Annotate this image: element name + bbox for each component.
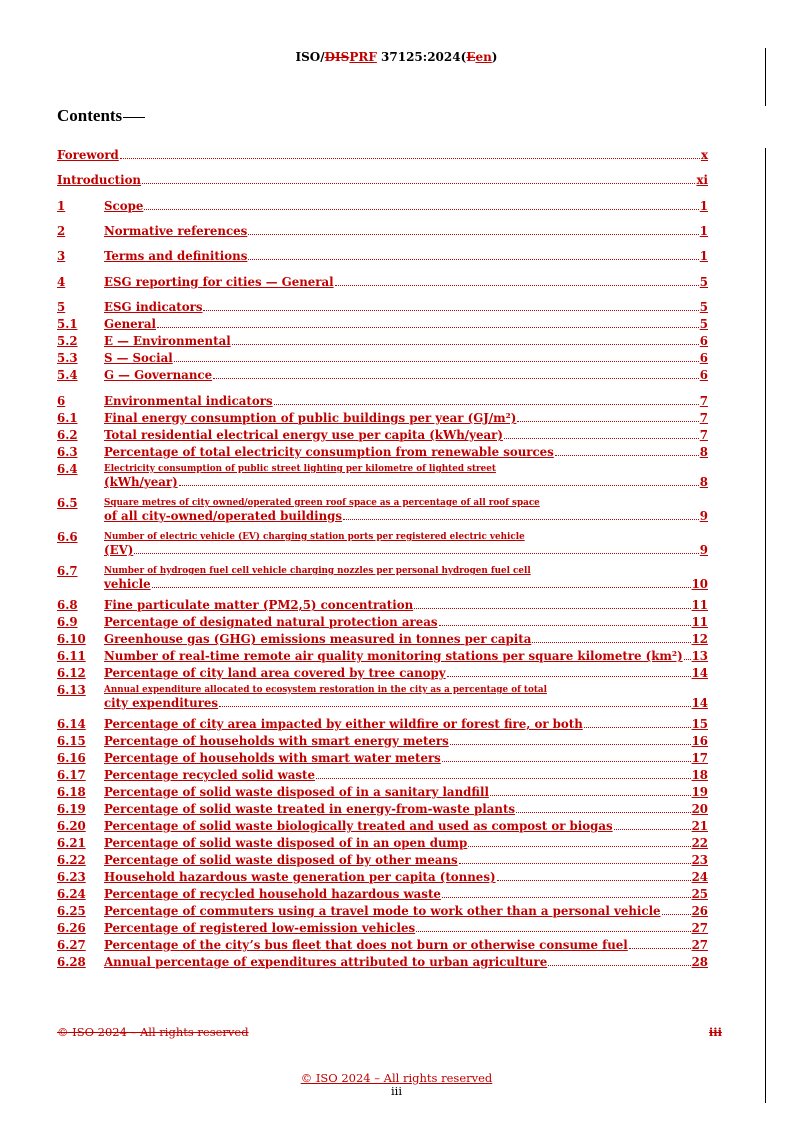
toc-entry[interactable] xyxy=(57,735,708,748)
toc-entry[interactable] xyxy=(57,463,708,489)
dot-leader xyxy=(248,259,698,260)
toc-entry[interactable] xyxy=(57,667,708,680)
toc-entry[interactable] xyxy=(57,599,708,612)
toc-entry-page: 11 xyxy=(691,598,708,612)
toc-entry-title: Percentage of registered low-emission vehicles xyxy=(104,921,416,935)
toc-entry-title-continued: (EV) xyxy=(104,543,134,557)
dot-leader xyxy=(416,931,690,932)
toc-entry-title: G — Governance xyxy=(104,368,213,382)
toc-entry-number: 6.16 xyxy=(57,751,86,765)
toc-entry-number: 6.13 xyxy=(57,683,86,697)
toc-entry-page: 14 xyxy=(691,696,708,710)
toc-entry[interactable] xyxy=(57,718,708,731)
toc-entry[interactable] xyxy=(57,318,708,331)
dot-leader xyxy=(584,727,691,728)
toc-entry-title: Percentage of total electricity consumption from renewable sources xyxy=(104,445,554,459)
toc-entry[interactable] xyxy=(57,854,708,867)
toc-entry-title: Percentage of city land area covered by tree canopy xyxy=(104,666,446,680)
toc-entry-number: 1 xyxy=(57,199,66,213)
dot-leader xyxy=(219,706,691,707)
toc-entry-title: Final energy consumption of public buildings per year (GJ/m²) xyxy=(104,411,517,425)
toc-entry-page: 28 xyxy=(691,955,708,969)
dot-leader xyxy=(447,676,691,677)
toc-entry-title: Number of real-time remote air quality monitoring stations per square kilometre (km²) xyxy=(104,649,683,663)
toc-entry-title: Electricity consumption of public street lighting per kilometre of lighted street xyxy=(104,464,496,474)
dot-leader xyxy=(414,608,690,609)
toc-entry-title: Square metres of city owned/operated green roof space as a percentage of all roof space xyxy=(104,498,540,508)
toc-entry-title-continued: of all city-owned/operated buildings xyxy=(104,509,343,523)
toc-entry-number: 6.5 xyxy=(57,496,78,510)
toc-entry-page: 27 xyxy=(691,921,708,935)
title-rule xyxy=(123,117,145,118)
dot-leader xyxy=(232,344,699,345)
toc-entry-page: 9 xyxy=(699,509,708,523)
toc-entry-title: S — Social xyxy=(104,351,173,365)
dot-leader xyxy=(629,948,691,949)
toc-entry-number: 6.22 xyxy=(57,853,86,867)
toc-entry[interactable] xyxy=(57,837,708,850)
toc-entry-page: 1 xyxy=(699,199,708,213)
dot-leader xyxy=(662,914,691,915)
toc-entry[interactable] xyxy=(57,616,708,629)
toc-entry-page: 1 xyxy=(699,224,708,238)
toc-entry-page: 13 xyxy=(691,649,708,663)
dot-leader xyxy=(174,361,699,362)
toc-entry-title: Percentage of households with smart water meters xyxy=(104,751,441,765)
toc-entry-page: 7 xyxy=(699,394,708,408)
toc-entry-page: 5 xyxy=(699,300,708,314)
toc-entry-title: Foreword xyxy=(57,148,119,162)
toc-entry-number: 5 xyxy=(57,300,66,314)
toc-entry-number: 6.19 xyxy=(57,802,86,816)
toc-entry-page: 21 xyxy=(691,819,708,833)
toc-entry[interactable] xyxy=(57,820,708,833)
toc-entry[interactable] xyxy=(57,250,708,263)
toc-entry-title: Percentage of designated natural protection areas xyxy=(104,615,438,629)
page-header xyxy=(0,50,793,64)
toc-entry[interactable] xyxy=(57,752,708,765)
toc-entry-title: E — Environmental xyxy=(104,334,231,348)
toc-entry-page: 6 xyxy=(699,368,708,382)
toc-entry-number: 6.27 xyxy=(57,938,86,952)
toc-entry-number: 3 xyxy=(57,249,66,263)
toc-entry-title: Fine particulate matter (PM2,5) concentration xyxy=(104,598,414,612)
toc-entry-number: 6 xyxy=(57,394,66,408)
change-bar xyxy=(765,48,766,106)
toc-entry-title: Percentage of solid waste disposed of in a sanitary landfill xyxy=(104,785,489,799)
toc-entry-page: 25 xyxy=(691,887,708,901)
toc-entry-title: Terms and definitions xyxy=(104,249,248,263)
toc-entry[interactable] xyxy=(57,497,708,523)
toc-entry-title: Number of hydrogen fuel cell vehicle charging nozzles per personal hydrogen fuel cell xyxy=(104,566,531,576)
dot-leader xyxy=(504,438,699,439)
dot-leader xyxy=(142,183,695,184)
deleted-footer-copyright: © ISO 2024 – All rights reserved xyxy=(57,1025,249,1039)
toc-entry[interactable] xyxy=(57,786,708,799)
toc-entry[interactable] xyxy=(57,149,708,162)
dot-leader xyxy=(144,209,698,210)
toc-entry[interactable] xyxy=(57,888,708,901)
toc-entry[interactable] xyxy=(57,301,708,314)
header-middle: 37125:2024( xyxy=(376,50,467,64)
toc-entry[interactable] xyxy=(57,412,708,425)
toc-entry-page: 18 xyxy=(691,768,708,782)
dot-leader xyxy=(179,485,699,486)
toc-entry[interactable] xyxy=(57,650,708,663)
toc-entry-number: 6.25 xyxy=(57,904,86,918)
toc-entry[interactable] xyxy=(57,429,708,442)
toc-entry-page: 17 xyxy=(691,751,708,765)
dot-leader xyxy=(517,421,698,422)
toc-entry-page: 12 xyxy=(691,632,708,646)
toc-entry-page: 9 xyxy=(699,543,708,557)
toc-entry-page: 15 xyxy=(691,717,708,731)
toc-entry-number: 6.26 xyxy=(57,921,86,935)
toc-entry-page: 11 xyxy=(691,615,708,629)
toc-entry-number: 5.1 xyxy=(57,317,78,331)
dot-leader xyxy=(450,744,691,745)
toc-entry-page: 22 xyxy=(691,836,708,850)
toc-entry[interactable] xyxy=(57,352,708,365)
header-suffix: ) xyxy=(491,50,498,64)
dot-leader xyxy=(439,625,691,626)
dot-leader xyxy=(490,795,691,796)
toc-entry-title: Percentage of city area impacted by either wildfire or forest fire, or both xyxy=(104,717,583,731)
contents-title: Contents xyxy=(57,106,123,125)
toc-entry-title: Environmental indicators xyxy=(104,394,273,408)
toc-entry-title: Normative references xyxy=(104,224,248,238)
dot-leader xyxy=(335,285,699,286)
toc-entry-title: Percentage of solid waste disposed of by other means xyxy=(104,853,458,867)
toc-entry-number: 6.14 xyxy=(57,717,86,731)
toc-entry-page: 1 xyxy=(699,249,708,263)
dot-leader xyxy=(316,778,691,779)
toc-entry-number: 6.10 xyxy=(57,632,86,646)
toc-entry[interactable] xyxy=(57,174,708,187)
toc-entry-number: 6.7 xyxy=(57,564,78,578)
toc-entry-number: 6.15 xyxy=(57,734,86,748)
toc-entry-number: 6.23 xyxy=(57,870,86,884)
dot-leader xyxy=(343,519,699,520)
toc-entry-number: 6.4 xyxy=(57,462,78,476)
toc-entry[interactable] xyxy=(57,769,708,782)
inserted-stage: PRF xyxy=(349,50,377,64)
toc-entry-number: 6.12 xyxy=(57,666,86,680)
dot-leader xyxy=(134,553,698,554)
dot-leader xyxy=(157,327,699,328)
toc-entry-page: 8 xyxy=(699,475,708,489)
toc-entry-title: Total residential electrical energy use per capita (kWh/year) xyxy=(104,428,503,442)
toc-entry-page: 5 xyxy=(699,317,708,331)
toc-entry-number: 5.4 xyxy=(57,368,78,382)
toc-entry-title: Scope xyxy=(104,199,144,213)
toc-entry-page: xi xyxy=(696,173,708,187)
dot-leader xyxy=(516,812,691,813)
toc-entry-number: 5.3 xyxy=(57,351,78,365)
dot-leader xyxy=(532,642,690,643)
toc-entry-title: Annual expenditure allocated to ecosystem restoration in the city as a percentage of total xyxy=(104,685,547,695)
toc-entry[interactable] xyxy=(57,225,708,238)
toc-entry-page: 6 xyxy=(699,334,708,348)
toc-entry-page: 16 xyxy=(691,734,708,748)
toc-entry-title-continued: city expenditures xyxy=(104,696,219,710)
toc-entry-page: 10 xyxy=(691,577,708,591)
toc-entry[interactable] xyxy=(57,803,708,816)
toc-entry[interactable] xyxy=(57,633,708,646)
toc-entry-title: Percentage of households with smart energy meters xyxy=(104,734,449,748)
toc-entry[interactable] xyxy=(57,446,708,459)
toc-entry-page: 26 xyxy=(691,904,708,918)
toc-entry[interactable] xyxy=(57,905,708,918)
header-prefix: ISO/ xyxy=(295,50,325,64)
dot-leader xyxy=(274,404,699,405)
toc-entry-number: 2 xyxy=(57,224,66,238)
toc-entry-title: Percentage of solid waste treated in energy-from-waste plants xyxy=(104,802,516,816)
toc-entry-title: Percentage of the city’s bus fleet that does not burn or otherwise consume fuel xyxy=(104,938,628,952)
toc-entry-title: ESG indicators xyxy=(104,300,203,314)
toc-entry[interactable] xyxy=(57,565,708,591)
toc-entry[interactable] xyxy=(57,871,708,884)
toc-entry-page: 23 xyxy=(691,853,708,867)
toc-entry-number: 6.28 xyxy=(57,955,86,969)
dot-leader xyxy=(248,234,698,235)
toc-entry-title: Percentage of solid waste biologically treated and used as compost or biogas xyxy=(104,819,613,833)
dot-leader xyxy=(442,761,691,762)
toc-entry[interactable] xyxy=(57,956,708,969)
toc-entry-page: 19 xyxy=(691,785,708,799)
toc-entry-title: Greenhouse gas (GHG) emissions measured in tonnes per capita xyxy=(104,632,532,646)
dot-leader xyxy=(442,897,691,898)
toc-entry-number: 6.21 xyxy=(57,836,86,850)
toc-entry-number: 6.9 xyxy=(57,615,78,629)
dot-leader xyxy=(497,880,691,881)
toc-entry-page: 5 xyxy=(699,275,708,289)
inserted-lang: en xyxy=(475,50,492,64)
deleted-stage: DIS xyxy=(324,50,350,64)
toc-entry-page: 27 xyxy=(691,938,708,952)
toc-entry-number: 6.6 xyxy=(57,530,78,544)
toc-entry-title-continued: (kWh/year) xyxy=(104,475,178,489)
toc-entry[interactable] xyxy=(57,335,708,348)
toc-entry-title: Percentage recycled solid waste xyxy=(104,768,316,782)
toc-entry-number: 6.18 xyxy=(57,785,86,799)
toc-entry-number: 4 xyxy=(57,275,66,289)
toc-entry-title: Introduction xyxy=(57,173,142,187)
toc-entry[interactable] xyxy=(57,922,708,935)
toc-entry-title: ESG reporting for cities — General xyxy=(104,275,334,289)
toc-entry-number: 6.1 xyxy=(57,411,78,425)
toc-entry-page: 14 xyxy=(691,666,708,680)
dot-leader xyxy=(468,846,690,847)
page-footer xyxy=(0,1072,793,1098)
toc-entry-number: 6.2 xyxy=(57,428,78,442)
toc-entry-number: 6.17 xyxy=(57,768,86,782)
toc-entry-page: 20 xyxy=(691,802,708,816)
dot-leader xyxy=(213,378,699,379)
toc-entry-page: 7 xyxy=(699,428,708,442)
toc-entry-number: 6.20 xyxy=(57,819,86,833)
toc-entry[interactable] xyxy=(57,939,708,952)
toc-entry-title: General xyxy=(104,317,157,331)
toc-entry-title: Percentage of recycled household hazardous waste xyxy=(104,887,441,901)
toc-entry[interactable] xyxy=(57,531,708,557)
dot-leader xyxy=(203,310,698,311)
toc-entry-page: x xyxy=(700,148,708,162)
contents-heading xyxy=(57,106,145,126)
toc-entry-title-continued: vehicle xyxy=(104,577,151,591)
dot-leader xyxy=(555,455,699,456)
toc-entry-number: 5.2 xyxy=(57,334,78,348)
toc-entry-page: 7 xyxy=(699,411,708,425)
toc-entry-title: Number of electric vehicle (EV) charging station ports per registered electric vehicle xyxy=(104,532,525,542)
dot-leader xyxy=(152,587,691,588)
dot-leader xyxy=(120,158,700,159)
dot-leader xyxy=(614,829,691,830)
toc-entry[interactable] xyxy=(57,369,708,382)
toc-entry-number: 6.24 xyxy=(57,887,86,901)
footer-copyright: © ISO 2024 – All rights reserved xyxy=(300,1071,493,1085)
toc-entry[interactable] xyxy=(57,684,708,710)
toc-entry-number: 6.8 xyxy=(57,598,78,612)
toc-entry-title: Percentage of solid waste disposed of in an open dump xyxy=(104,836,468,850)
toc-entry[interactable] xyxy=(57,200,708,213)
deleted-footer-page: iii xyxy=(708,1025,722,1039)
toc-entry-title: Percentage of commuters using a travel mode to work other than a personal vehicle xyxy=(104,904,661,918)
dot-leader xyxy=(548,965,690,966)
toc-entry[interactable] xyxy=(57,276,708,289)
deleted-lang: E xyxy=(466,50,476,64)
toc-entry-page: 6 xyxy=(699,351,708,365)
change-bar xyxy=(765,148,766,1103)
footer-page-number: iii xyxy=(390,1084,403,1098)
toc-entry-number: 6.3 xyxy=(57,445,78,459)
toc-entry-page: 8 xyxy=(699,445,708,459)
toc-entry-number: 6.11 xyxy=(57,649,86,663)
dot-leader xyxy=(684,659,691,660)
toc-entry[interactable] xyxy=(57,395,708,408)
dot-leader xyxy=(459,863,691,864)
toc-entry-title: Annual percentage of expenditures attributed to urban agriculture xyxy=(104,955,548,969)
toc-entry-page: 24 xyxy=(691,870,708,884)
toc-entry-title: Household hazardous waste generation per capita (tonnes) xyxy=(104,870,496,884)
